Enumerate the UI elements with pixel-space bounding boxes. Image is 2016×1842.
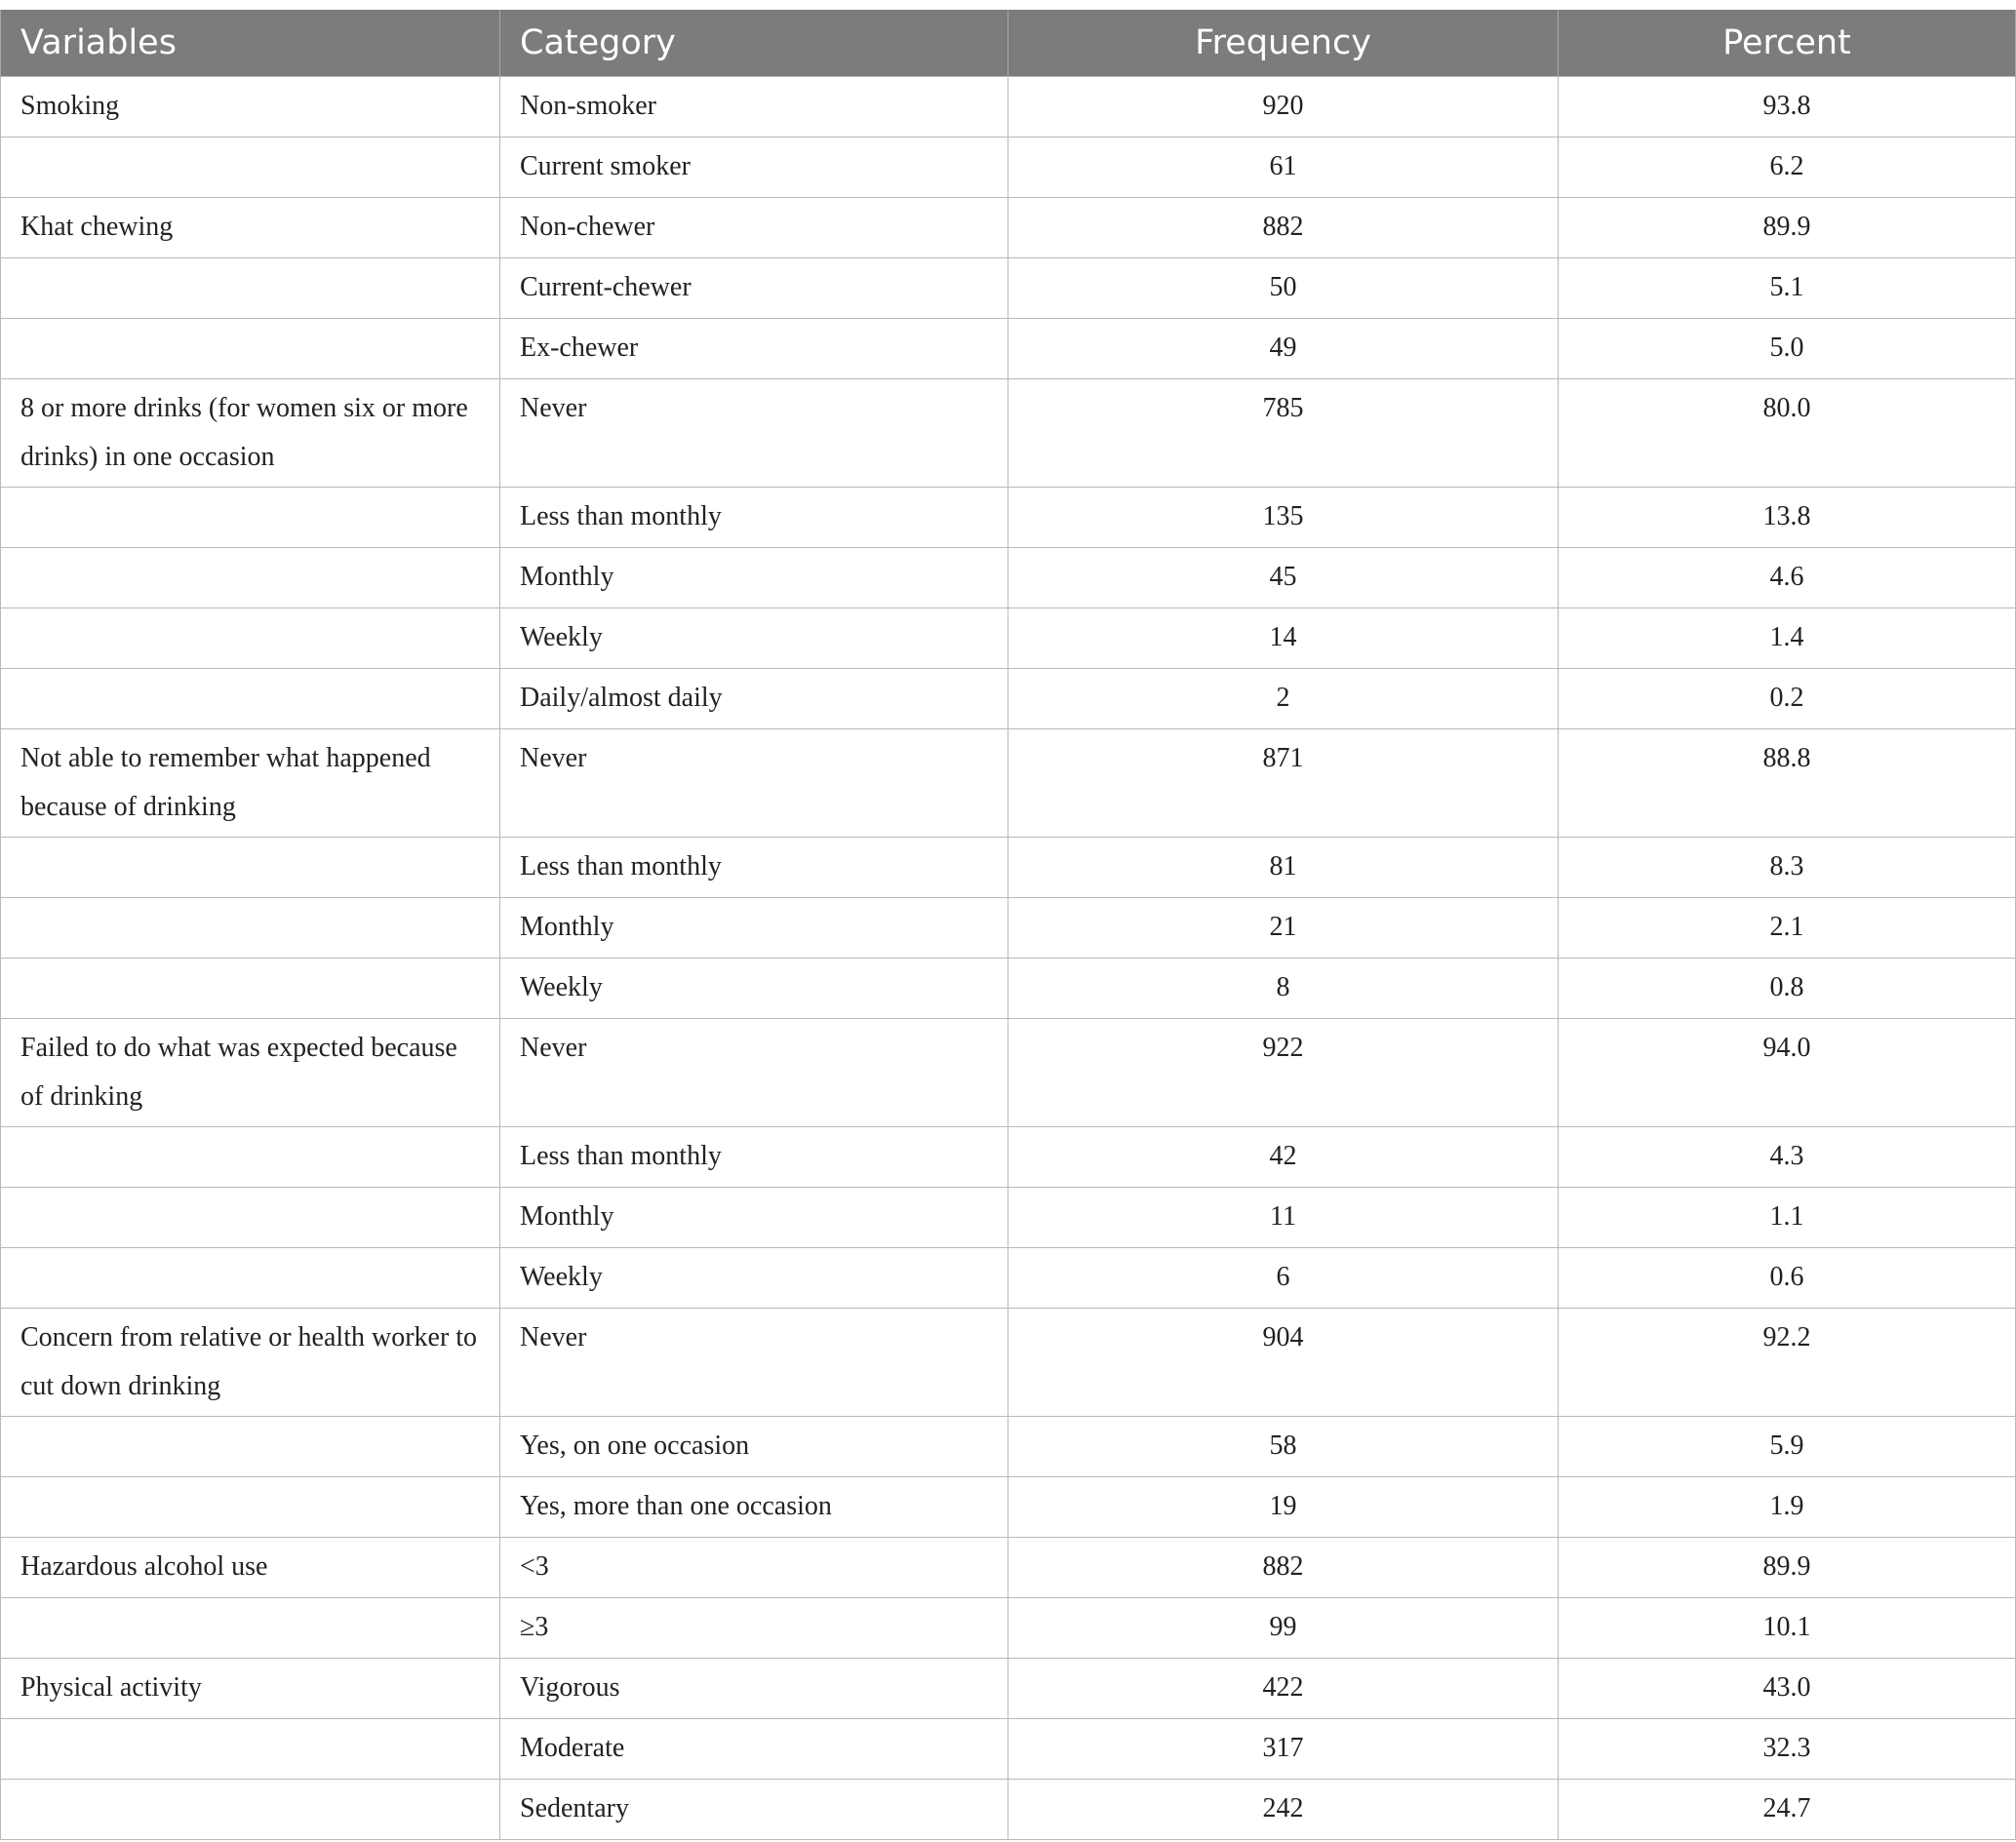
cell-percent bbox=[1559, 1719, 2016, 1780]
cell-percent bbox=[1559, 1309, 2016, 1417]
cell-variable-text bbox=[20, 1719, 480, 1724]
table-row bbox=[1, 608, 2016, 669]
cell-frequency bbox=[1008, 1309, 1559, 1417]
cell-percent bbox=[1559, 1188, 2016, 1248]
cell-category bbox=[500, 1019, 1008, 1127]
cell-frequency bbox=[1008, 1417, 1559, 1477]
cell-percent bbox=[1559, 669, 2016, 729]
cell-variable bbox=[1, 548, 500, 608]
cell-category bbox=[500, 608, 1008, 669]
cell-category-text: Sedentary bbox=[520, 1793, 629, 1823]
cell-percent bbox=[1559, 488, 2016, 548]
cell-variable-text: 8 or more drinks (for women six or more drinks) in one occasion bbox=[20, 393, 468, 472]
table-row bbox=[1, 729, 2016, 838]
cell-percent bbox=[1559, 1659, 2016, 1719]
cell-percent bbox=[1559, 77, 2016, 137]
cell-variable bbox=[1, 1188, 500, 1248]
table-row bbox=[1, 838, 2016, 898]
cell-category bbox=[500, 1309, 1008, 1417]
cell-category-text: ≥3 bbox=[520, 1612, 549, 1642]
cell-category-text: Never bbox=[520, 1322, 587, 1352]
cell-category bbox=[500, 319, 1008, 379]
cell-frequency-text: 135 bbox=[1262, 501, 1304, 531]
cell-category bbox=[500, 1538, 1008, 1598]
cell-category-text: Monthly bbox=[520, 1201, 614, 1232]
cell-frequency bbox=[1008, 729, 1559, 838]
cell-frequency-text: 11 bbox=[1270, 1201, 1296, 1232]
cell-percent-text: 10.1 bbox=[1762, 1612, 1811, 1642]
cell-category-text: Weekly bbox=[520, 622, 603, 652]
table-row bbox=[1, 669, 2016, 729]
cell-percent bbox=[1559, 1127, 2016, 1188]
header-percent: Percent bbox=[1559, 10, 2016, 77]
table-row bbox=[1, 1477, 2016, 1538]
cell-variable-text bbox=[20, 1248, 480, 1253]
cell-category-text: <3 bbox=[520, 1551, 549, 1582]
cell-percent-text: 32.3 bbox=[1762, 1733, 1811, 1763]
cell-variable-text bbox=[20, 669, 480, 674]
cell-percent-text: 88.8 bbox=[1762, 743, 1811, 773]
cell-frequency-text: 871 bbox=[1262, 743, 1304, 773]
cell-category-text: Never bbox=[520, 1033, 587, 1063]
cell-category bbox=[500, 379, 1008, 488]
cell-variable bbox=[1, 1598, 500, 1659]
cell-percent-text: 80.0 bbox=[1762, 393, 1811, 423]
cell-percent bbox=[1559, 1598, 2016, 1659]
table-row bbox=[1, 1127, 2016, 1188]
cell-variable-text bbox=[20, 1477, 480, 1482]
cell-frequency bbox=[1008, 608, 1559, 669]
cell-percent-text: 2.1 bbox=[1769, 912, 1804, 942]
table-row bbox=[1, 1598, 2016, 1659]
cell-category bbox=[500, 1477, 1008, 1538]
cell-frequency-text: 422 bbox=[1262, 1672, 1304, 1703]
cell-frequency-text: 49 bbox=[1269, 333, 1297, 363]
cell-category bbox=[500, 669, 1008, 729]
cell-percent bbox=[1559, 379, 2016, 488]
cell-category bbox=[500, 1248, 1008, 1309]
table-row bbox=[1, 959, 2016, 1019]
cell-category bbox=[500, 1417, 1008, 1477]
cell-percent-text: 4.3 bbox=[1769, 1141, 1804, 1171]
table-row bbox=[1, 1719, 2016, 1780]
header-variables: Variables bbox=[1, 10, 500, 77]
cell-variable-text bbox=[20, 1188, 480, 1193]
cell-category-text: Ex-chewer bbox=[520, 333, 639, 363]
table-row bbox=[1, 258, 2016, 319]
table-row bbox=[1, 198, 2016, 258]
cell-variable-text: Hazardous alcohol use bbox=[20, 1551, 268, 1582]
cell-percent-text: 89.9 bbox=[1762, 212, 1811, 242]
cell-category bbox=[500, 198, 1008, 258]
cell-frequency-text: 920 bbox=[1262, 91, 1304, 121]
cell-variable bbox=[1, 1659, 500, 1719]
table-row bbox=[1, 548, 2016, 608]
cell-frequency bbox=[1008, 1719, 1559, 1780]
table-header bbox=[1, 10, 2016, 77]
cell-percent-text: 8.3 bbox=[1769, 851, 1804, 882]
cell-category-text: Less than monthly bbox=[520, 1141, 722, 1171]
table-body bbox=[1, 77, 2016, 1840]
cell-category bbox=[500, 77, 1008, 137]
cell-variable bbox=[1, 258, 500, 319]
cell-percent-text: 0.8 bbox=[1769, 972, 1804, 1002]
cell-variable-text bbox=[20, 488, 480, 492]
cell-variable bbox=[1, 1127, 500, 1188]
cell-frequency-text: 19 bbox=[1269, 1491, 1297, 1521]
cell-variable-text: Not able to remember what happened because of drinking bbox=[20, 743, 431, 822]
cell-percent-text: 94.0 bbox=[1762, 1033, 1811, 1063]
cell-category bbox=[500, 1127, 1008, 1188]
cell-percent bbox=[1559, 258, 2016, 319]
cell-category-text: Yes, more than one occasion bbox=[520, 1491, 832, 1521]
table-row bbox=[1, 1417, 2016, 1477]
cell-frequency bbox=[1008, 1127, 1559, 1188]
cell-variable bbox=[1, 838, 500, 898]
cell-variable bbox=[1, 1019, 500, 1127]
cell-category bbox=[500, 1780, 1008, 1840]
cell-category-text: Weekly bbox=[520, 1262, 603, 1292]
cell-frequency bbox=[1008, 669, 1559, 729]
table-row bbox=[1, 1780, 2016, 1840]
cell-percent bbox=[1559, 838, 2016, 898]
cell-frequency-text: 882 bbox=[1262, 212, 1304, 242]
cell-category-text: Monthly bbox=[520, 562, 614, 592]
cell-percent-text: 93.8 bbox=[1762, 91, 1811, 121]
cell-category bbox=[500, 548, 1008, 608]
cell-variable bbox=[1, 959, 500, 1019]
cell-category-text: Weekly bbox=[520, 972, 603, 1002]
cell-frequency-text: 904 bbox=[1262, 1322, 1304, 1352]
cell-frequency-text: 50 bbox=[1269, 272, 1297, 302]
cell-percent bbox=[1559, 608, 2016, 669]
cell-category-text: Non-chewer bbox=[520, 212, 655, 242]
cell-category bbox=[500, 1659, 1008, 1719]
cell-frequency bbox=[1008, 1538, 1559, 1598]
cell-frequency-text: 2 bbox=[1276, 683, 1290, 713]
cell-category-text: Yes, on one occasion bbox=[520, 1430, 750, 1461]
cell-category bbox=[500, 1598, 1008, 1659]
cell-frequency bbox=[1008, 137, 1559, 198]
cell-percent-text: 4.6 bbox=[1769, 562, 1804, 592]
cell-percent bbox=[1559, 729, 2016, 838]
cell-variable-text bbox=[20, 1417, 480, 1422]
cell-percent bbox=[1559, 1248, 2016, 1309]
cell-percent-text: 0.2 bbox=[1769, 683, 1804, 713]
cell-variable bbox=[1, 319, 500, 379]
cell-variable bbox=[1, 379, 500, 488]
header-frequency: Frequency bbox=[1008, 10, 1559, 77]
cell-variable-text bbox=[20, 1598, 480, 1603]
cell-category-text: Less than monthly bbox=[520, 851, 722, 882]
cell-frequency-text: 785 bbox=[1262, 393, 1304, 423]
cell-frequency bbox=[1008, 1248, 1559, 1309]
cell-variable bbox=[1, 608, 500, 669]
cell-variable bbox=[1, 898, 500, 959]
table-row bbox=[1, 1248, 2016, 1309]
table-row bbox=[1, 488, 2016, 548]
cell-percent bbox=[1559, 319, 2016, 379]
cell-variable bbox=[1, 1780, 500, 1840]
cell-frequency-text: 882 bbox=[1262, 1551, 1304, 1582]
cell-category-text: Moderate bbox=[520, 1733, 625, 1763]
cell-percent bbox=[1559, 1780, 2016, 1840]
cell-variable bbox=[1, 1719, 500, 1780]
cell-variable-text bbox=[20, 1780, 480, 1784]
cell-percent-text: 1.1 bbox=[1769, 1201, 1804, 1232]
cell-percent-text: 5.9 bbox=[1769, 1430, 1804, 1461]
cell-variable bbox=[1, 1248, 500, 1309]
cell-category bbox=[500, 729, 1008, 838]
cell-frequency bbox=[1008, 1659, 1559, 1719]
cell-percent bbox=[1559, 137, 2016, 198]
cell-variable-text bbox=[20, 319, 480, 324]
cell-frequency bbox=[1008, 1019, 1559, 1127]
cell-frequency bbox=[1008, 319, 1559, 379]
cell-category bbox=[500, 838, 1008, 898]
cell-variable-text bbox=[20, 1127, 480, 1132]
cell-frequency-text: 6 bbox=[1276, 1262, 1290, 1292]
table-row bbox=[1, 898, 2016, 959]
cell-frequency-text: 317 bbox=[1262, 1733, 1304, 1763]
cell-variable bbox=[1, 77, 500, 137]
table-row bbox=[1, 1019, 2016, 1127]
cell-frequency-text: 242 bbox=[1262, 1793, 1304, 1823]
header-category: Category bbox=[500, 10, 1008, 77]
cell-variable-text: Physical activity bbox=[20, 1672, 202, 1703]
cell-frequency-text: 42 bbox=[1269, 1141, 1297, 1171]
cell-frequency bbox=[1008, 488, 1559, 548]
cell-category-text: Never bbox=[520, 743, 587, 773]
table-row bbox=[1, 1538, 2016, 1598]
cell-percent bbox=[1559, 198, 2016, 258]
cell-variable-text: Smoking bbox=[20, 91, 120, 121]
cell-variable-text bbox=[20, 608, 480, 613]
cell-category bbox=[500, 137, 1008, 198]
cell-frequency-text: 81 bbox=[1269, 851, 1297, 882]
cell-variable-text bbox=[20, 838, 480, 843]
cell-frequency bbox=[1008, 1188, 1559, 1248]
cell-frequency-text: 61 bbox=[1269, 151, 1297, 181]
cell-variable-text bbox=[20, 548, 480, 553]
cell-frequency bbox=[1008, 838, 1559, 898]
cell-percent bbox=[1559, 959, 2016, 1019]
cell-variable-text: Failed to do what was expected because of drinking bbox=[20, 1033, 457, 1112]
table-row bbox=[1, 1659, 2016, 1719]
cell-percent bbox=[1559, 548, 2016, 608]
cell-frequency-text: 58 bbox=[1269, 1430, 1297, 1461]
cell-variable bbox=[1, 488, 500, 548]
cell-variable bbox=[1, 137, 500, 198]
data-table-container bbox=[0, 10, 2015, 1840]
cell-percent-text: 43.0 bbox=[1762, 1672, 1811, 1703]
cell-percent-text: 5.0 bbox=[1769, 333, 1804, 363]
cell-category-text: Vigorous bbox=[520, 1672, 620, 1703]
cell-category bbox=[500, 488, 1008, 548]
cell-category bbox=[500, 959, 1008, 1019]
cell-frequency-text: 8 bbox=[1276, 972, 1290, 1002]
cell-category-text: Daily/almost daily bbox=[520, 683, 723, 713]
cell-category bbox=[500, 258, 1008, 319]
cell-frequency-text: 14 bbox=[1269, 622, 1297, 652]
cell-percent-text: 0.6 bbox=[1769, 1262, 1804, 1292]
cell-percent-text: 92.2 bbox=[1762, 1322, 1811, 1352]
table-row bbox=[1, 77, 2016, 137]
cell-variable-text bbox=[20, 959, 480, 963]
cell-category-text: Less than monthly bbox=[520, 501, 722, 531]
cell-variable-text: Khat chewing bbox=[20, 212, 174, 242]
cell-frequency-text: 922 bbox=[1262, 1033, 1304, 1063]
cell-variable-text bbox=[20, 137, 480, 142]
cell-variable bbox=[1, 729, 500, 838]
cell-percent-text: 13.8 bbox=[1762, 501, 1811, 531]
cell-variable bbox=[1, 1309, 500, 1417]
cell-frequency bbox=[1008, 1477, 1559, 1538]
cell-frequency bbox=[1008, 1780, 1559, 1840]
cell-frequency bbox=[1008, 258, 1559, 319]
cell-percent-text: 24.7 bbox=[1762, 1793, 1811, 1823]
cell-frequency-text: 45 bbox=[1269, 562, 1297, 592]
lifestyle-factors-table bbox=[0, 10, 2016, 1840]
cell-category-text: Non-smoker bbox=[520, 91, 656, 121]
cell-frequency bbox=[1008, 379, 1559, 488]
cell-percent bbox=[1559, 1019, 2016, 1127]
cell-percent-text: 1.9 bbox=[1769, 1491, 1804, 1521]
cell-variable bbox=[1, 669, 500, 729]
cell-frequency bbox=[1008, 198, 1559, 258]
cell-category-text: Current-chewer bbox=[520, 272, 692, 302]
cell-variable-text: Concern from relative or health worker to cut down drinking bbox=[20, 1322, 478, 1401]
cell-variable-text bbox=[20, 258, 480, 263]
cell-variable bbox=[1, 198, 500, 258]
cell-category-text: Never bbox=[520, 393, 587, 423]
cell-category bbox=[500, 898, 1008, 959]
cell-category-text: Monthly bbox=[520, 912, 614, 942]
cell-frequency bbox=[1008, 548, 1559, 608]
table-row bbox=[1, 1188, 2016, 1248]
cell-percent bbox=[1559, 1477, 2016, 1538]
cell-category-text: Current smoker bbox=[520, 151, 691, 181]
cell-frequency-text: 99 bbox=[1269, 1612, 1297, 1642]
cell-frequency bbox=[1008, 77, 1559, 137]
cell-variable bbox=[1, 1417, 500, 1477]
table-row bbox=[1, 137, 2016, 198]
cell-percent bbox=[1559, 1417, 2016, 1477]
cell-percent-text: 5.1 bbox=[1769, 272, 1804, 302]
cell-variable bbox=[1, 1538, 500, 1598]
table-row bbox=[1, 319, 2016, 379]
cell-frequency-text: 21 bbox=[1269, 912, 1297, 942]
cell-percent-text: 89.9 bbox=[1762, 1551, 1811, 1582]
cell-frequency bbox=[1008, 898, 1559, 959]
cell-category bbox=[500, 1188, 1008, 1248]
cell-frequency bbox=[1008, 1598, 1559, 1659]
cell-percent bbox=[1559, 898, 2016, 959]
cell-percent-text: 1.4 bbox=[1769, 622, 1804, 652]
table-row bbox=[1, 379, 2016, 488]
cell-percent-text: 6.2 bbox=[1769, 151, 1804, 181]
table-row bbox=[1, 1309, 2016, 1417]
cell-category bbox=[500, 1719, 1008, 1780]
header-row bbox=[1, 10, 2016, 77]
cell-percent bbox=[1559, 1538, 2016, 1598]
cell-variable-text bbox=[20, 898, 480, 903]
cell-frequency bbox=[1008, 959, 1559, 1019]
cell-variable bbox=[1, 1477, 500, 1538]
